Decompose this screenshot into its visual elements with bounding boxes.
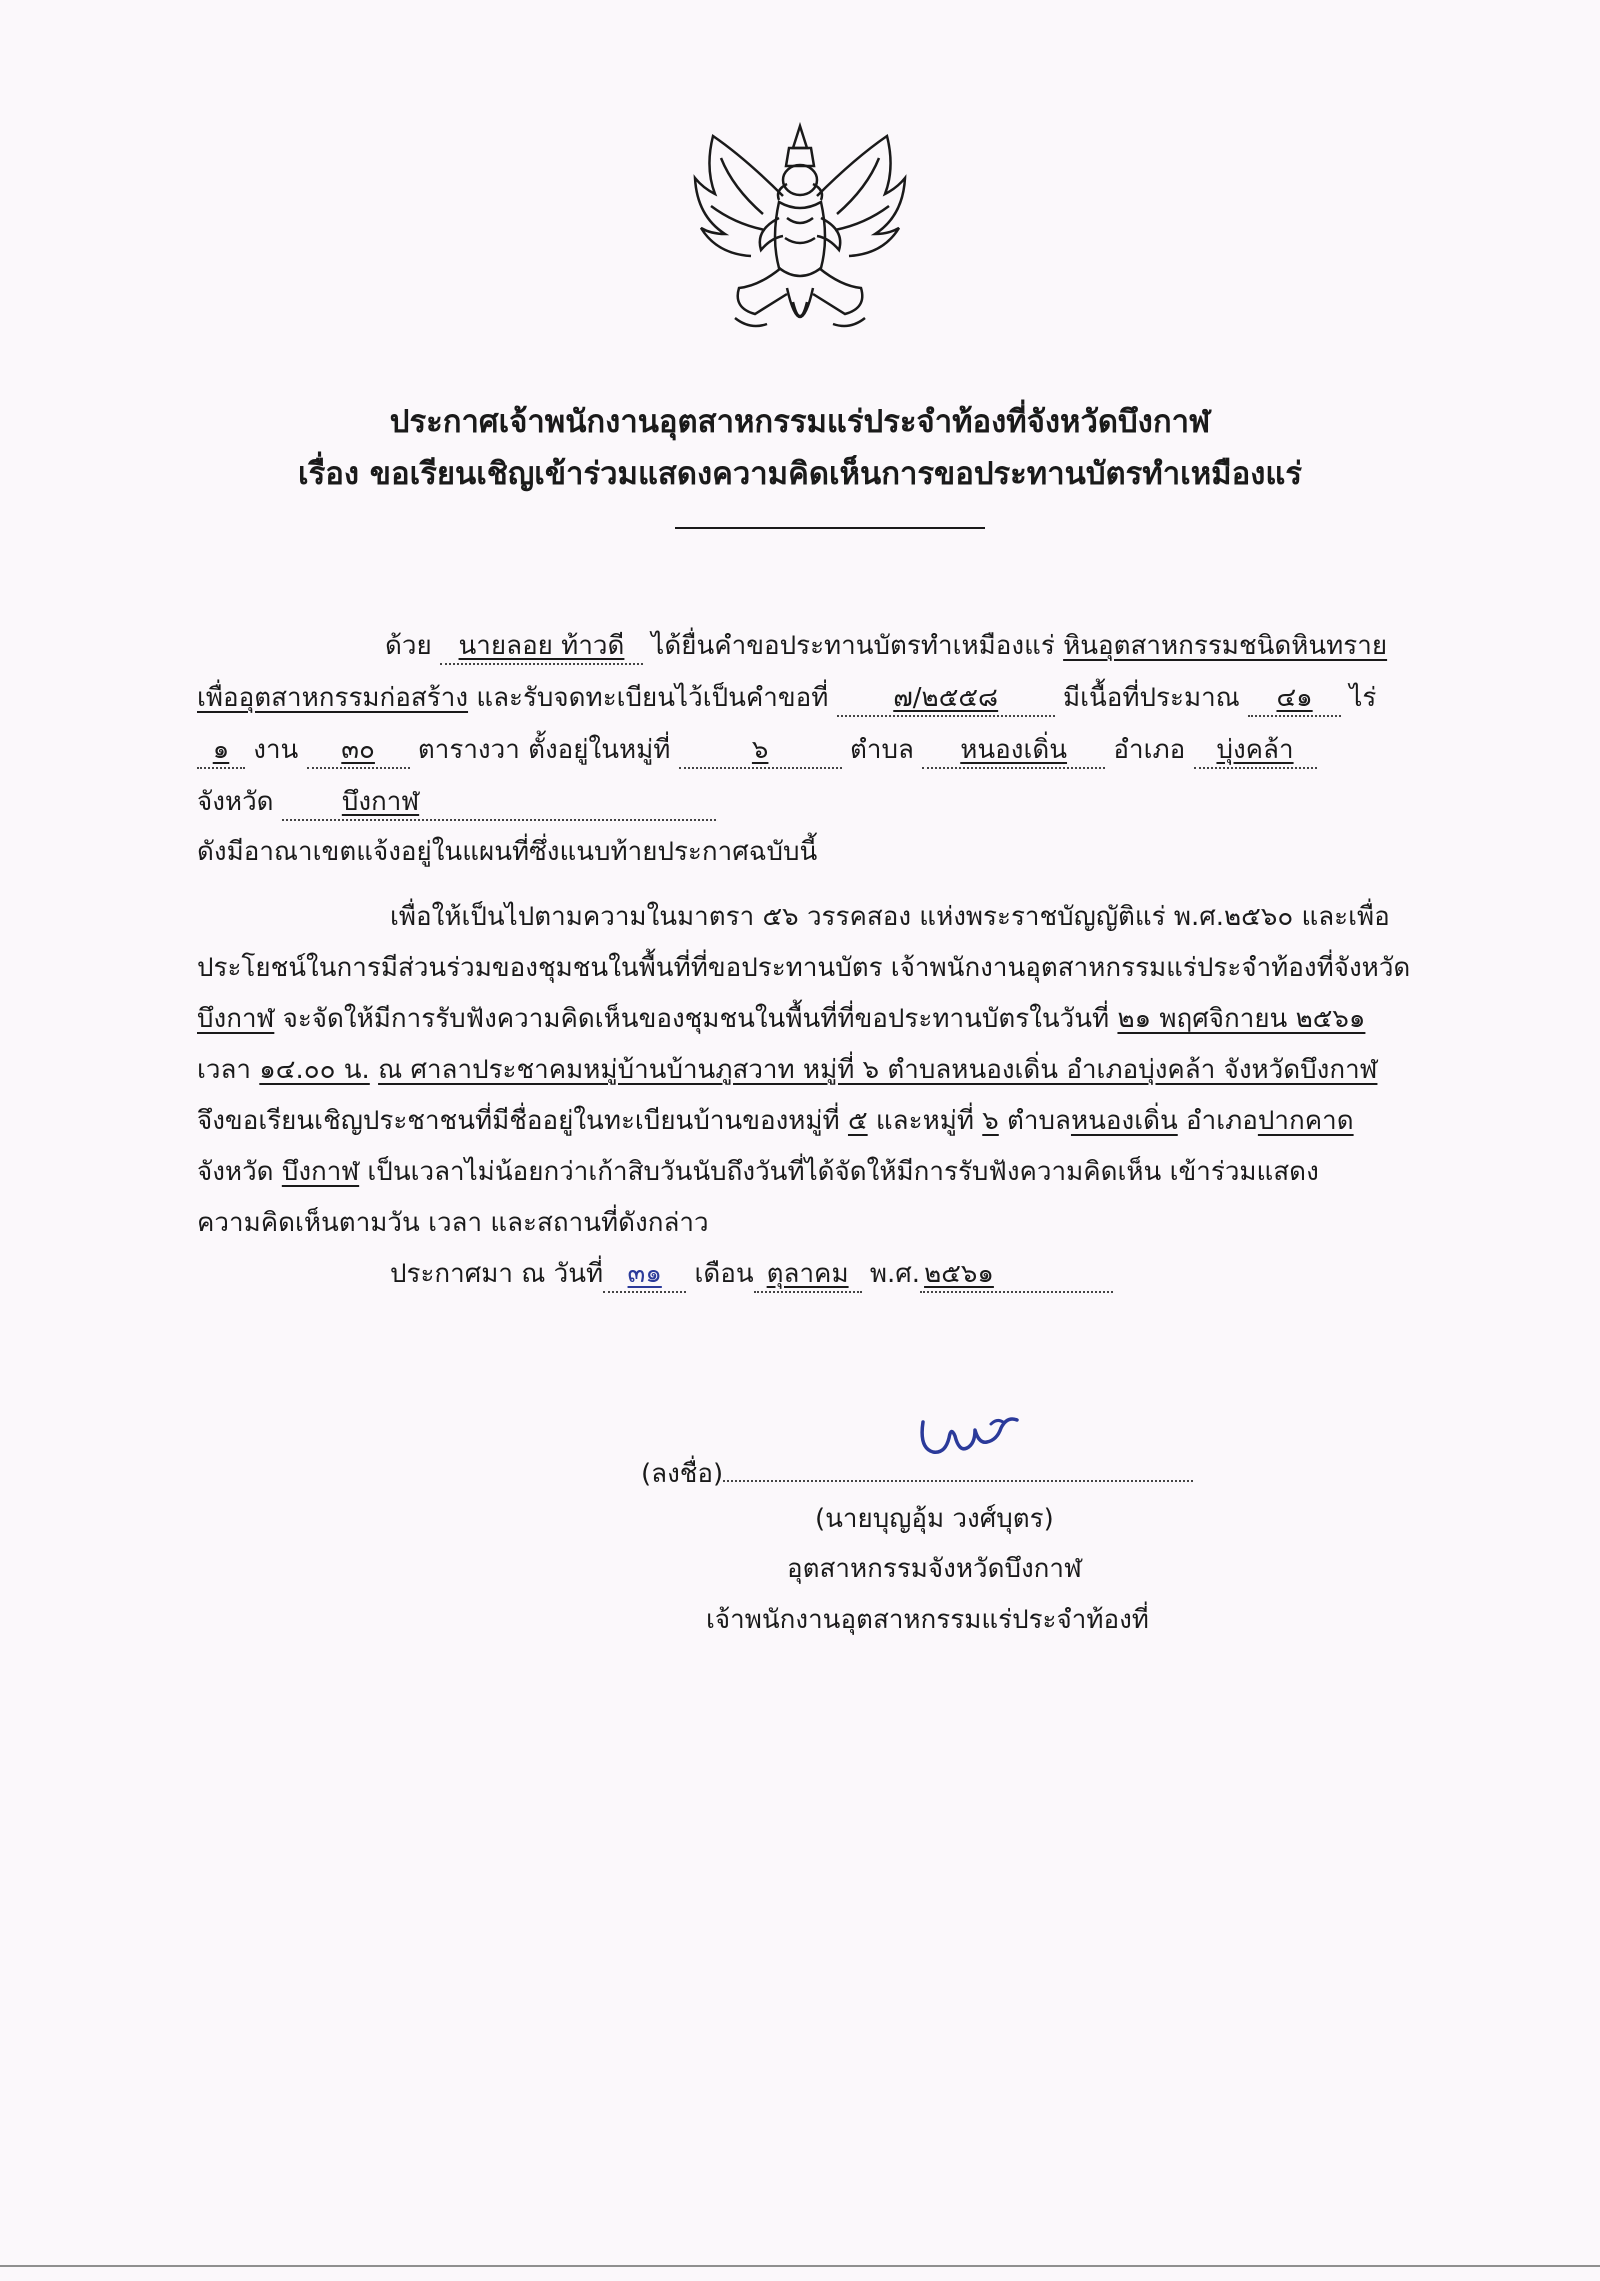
map-note: ดังมีอาณาเขตแจ้งอยู่ในแผนที่ซึ่งแนบท้ายประกาศฉบับนี้ bbox=[197, 837, 818, 867]
para1-line4 bbox=[197, 782, 716, 822]
text-located: ตั้งอยู่ในหมู่ที่ bbox=[528, 735, 671, 765]
announcement-subject: เรื่อง ขอเรียนเชิญเข้าร่วมแสดงความคิดเห็นการขอประทานบัตรทำเหมืองแร่ bbox=[298, 456, 1302, 492]
announcement-title: ประกาศเจ้าพนักงานอุตสาหกรรมแร่ประจำท้องที่จังหวัดบึงกาฬ bbox=[389, 404, 1211, 440]
title-divider bbox=[675, 527, 985, 529]
label-invite-amphoe: อำเภอ bbox=[1186, 1106, 1258, 1136]
unit-rai: ไร่ bbox=[1349, 683, 1377, 713]
hearing-date: ๒๑ พฤศจิกายน ๒๕๖๑ bbox=[1117, 1004, 1366, 1034]
area-rai: ๔๑ bbox=[1248, 681, 1341, 717]
text-hearing: จะจัดให้มีการรับฟังความคิดเห็นของชุมชนในพื้นที่ที่ขอประทานบัตรในวันที่ bbox=[282, 1004, 1110, 1034]
mineral-type: หินอุตสาหกรรมชนิดหินทราย bbox=[1063, 631, 1388, 661]
announce-year: ๒๕๖๑ bbox=[920, 1257, 1113, 1293]
invite-village-1: ๕ bbox=[847, 1106, 868, 1136]
signer-name: (นายบุญอุ้ม วงศ์บุตร) bbox=[815, 1504, 1054, 1534]
para2-line2: ประโยชน์ในการมีส่วนร่วมของชุมชนในพื้นที่ที่ขอประทานบัตร เจ้าพนักงานอุตสาหกรรมแร่ประจำท้องที่จังหวัด bbox=[197, 953, 1411, 983]
page-bottom-edge bbox=[0, 2265, 1600, 2267]
unit-ngan: งาน bbox=[253, 735, 299, 765]
label-announce-year: พ.ศ. bbox=[869, 1259, 921, 1289]
label-invite-province: จังหวัด bbox=[197, 1157, 274, 1187]
para1-line1 bbox=[385, 626, 1387, 666]
para2-line4 bbox=[197, 1050, 1377, 1090]
applicant-name: นายลอย ท้าวดี bbox=[440, 629, 643, 665]
mine-purpose: เพื่ออุตสาหกรรมก่อสร้าง bbox=[197, 683, 469, 713]
text-area: มีเนื้อที่ประมาณ bbox=[1062, 683, 1240, 713]
hearing-province: บึงกาฬ bbox=[197, 1004, 275, 1034]
invite-province: บึงกาฬ bbox=[281, 1157, 360, 1187]
label-invite-tambon: ตำบล bbox=[1007, 1106, 1071, 1136]
label-amphoe: อำเภอ bbox=[1113, 735, 1186, 765]
announce-day: ๓๑ bbox=[603, 1257, 686, 1293]
request-number: ๗/๒๕๕๘ bbox=[837, 681, 1055, 717]
area-wa: ๓๐ bbox=[307, 733, 410, 769]
para2-line3 bbox=[197, 999, 1365, 1039]
text-and-village: และหมู่ที่ bbox=[875, 1106, 974, 1136]
label-province: จังหวัด bbox=[197, 787, 274, 817]
text-prefix: ด้วย bbox=[385, 631, 432, 661]
hearing-time: ๑๔.๐๐ น. bbox=[259, 1055, 370, 1085]
announce-date-line bbox=[390, 1254, 1113, 1294]
invite-village-2: ๖ bbox=[982, 1106, 999, 1136]
village-number: ๖ bbox=[679, 733, 842, 769]
para1-line3 bbox=[197, 730, 1317, 770]
invite-amphoe: ปากคาด bbox=[1257, 1106, 1354, 1136]
label-sign: (ลงชื่อ) bbox=[641, 1459, 724, 1489]
tambon-name: หนองเดิ่น bbox=[922, 733, 1105, 769]
label-tambon: ตำบล bbox=[849, 735, 914, 765]
para2-line7: ความคิดเห็นตามวัน เวลา และสถานที่ดังกล่าว bbox=[197, 1208, 709, 1238]
announce-month: ตุลาคม bbox=[754, 1257, 862, 1293]
signer-position-1: อุตสาหกรรมจังหวัดบึงกาฬ bbox=[787, 1554, 1082, 1584]
text-request: ได้ยื่นคำขอประทานบัตรทำเหมืองแร่ bbox=[651, 631, 1055, 661]
garuda-emblem-icon bbox=[675, 118, 925, 353]
label-time: เวลา bbox=[197, 1055, 252, 1085]
province-name: บึงกาฬ bbox=[282, 785, 716, 821]
para2-line5 bbox=[197, 1101, 1354, 1141]
unit-wa: ตารางวา bbox=[417, 735, 520, 765]
label-announce-month: เดือน bbox=[694, 1259, 754, 1289]
invite-tambon: หนองเดิ่น bbox=[1070, 1106, 1178, 1136]
signer-position-2: เจ้าพนักงานอุตสาหกรรมแร่ประจำท้องที่ bbox=[706, 1605, 1149, 1635]
area-ngan: ๑ bbox=[197, 733, 245, 769]
para1-line2 bbox=[197, 678, 1376, 718]
hearing-place: ณ ศาลาประชาคมหมู่บ้านบ้านภูสวาท หมู่ที่ ๖ ตำบลหนองเดิ่น อำเภอบุ่งคล้า จังหวัดบึงกาฬ bbox=[378, 1055, 1378, 1085]
amphoe-name: บุ่งคล้า bbox=[1194, 733, 1317, 769]
text-registered: และรับจดทะเบียนไว้เป็นคำขอที่ bbox=[476, 683, 829, 713]
para2-line1: เพื่อให้เป็นไปตามความในมาตรา ๕๖ วรรคสอง แห่งพระราชบัญญัติแร่ พ.ศ.๒๕๖๐ และเพื่อ bbox=[390, 902, 1390, 932]
para2-line6 bbox=[197, 1152, 1319, 1192]
text-duration: เป็นเวลาไม่น้อยกว่าเก้าสิบวันนับถึงวันที่ได้จัดให้มีการรับฟังความคิดเห็น เข้าร่วมแสดง bbox=[367, 1157, 1319, 1187]
signature-dotted-line bbox=[723, 1450, 1193, 1482]
sign-line bbox=[641, 1450, 1193, 1494]
text-invite: จึงขอเรียนเชิญประชาชนที่มีชื่ออยู่ในทะเบียนบ้านของหมู่ที่ bbox=[197, 1106, 840, 1136]
label-announce-day: ประกาศมา ณ วันที่ bbox=[390, 1259, 604, 1289]
